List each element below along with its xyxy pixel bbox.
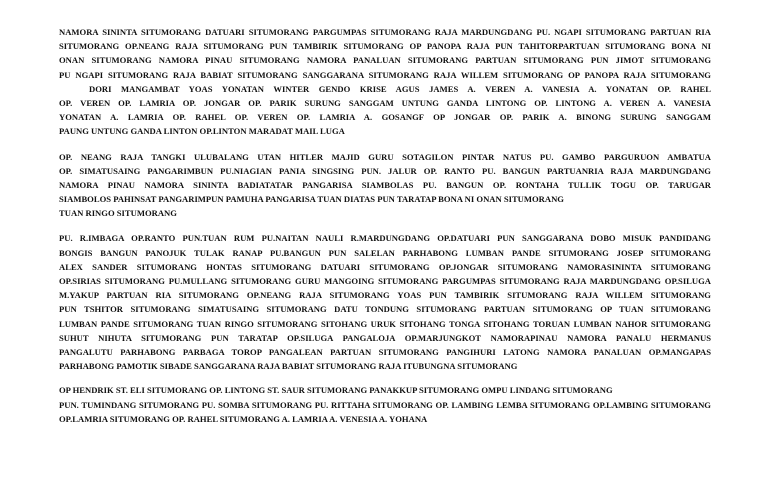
paragraph-2 — [59, 150, 711, 221]
paragraph-gap — [59, 139, 711, 150]
text-line: OP.SIRIAS SITUMORANG PU.MULLANG SITUMORANG GURU MANGOING SITUMORANG PARGUMPAS SITUMORANG RAJA MARDUNGDANG OP.SILUGA — [59, 276, 711, 286]
text-line: DORI MANGAMBAT YOAS YONATAN WINTER GENDO KRISE AGUS JAMES A. VEREN A. VANESIA A. YONATAN OP. RAHEL — [89, 83, 711, 94]
text-line: PAUNG UNTUNG GANDA LINTON OP.LINTON MARADAT MAIL LUGA — [59, 126, 345, 137]
text-line: PUN TSHITOR SITUMORANG SIMATUSAING SITUMORANG DATU TONDUNG SITUMORANG PARTUAN SITUMORANG OP TUAN SITUMORANG — [59, 304, 711, 315]
text-line: ALEX SANDER SITUMORANG HONTAS SITUMORANG DATUARI SITUMORANG OP.JONGAR SITUMORANG NAMORASININTA SITUMORANG — [59, 261, 711, 272]
text-line: TUAN RINGO SITUMORANG — [59, 208, 177, 219]
text-line: SUHUT NIHUTA SITUMORANG PUN TARATAP OP.SILUGA PANGALOJA OP.MARJUNGKOT NAMORAPINAU NAMORA PANALU HERMANUS — [59, 332, 711, 343]
text-line: PANGALUTU PARHABONG PARBAGA TOROP PANGALEAN PARTUAN SITUMORANG PANGIHURI LATONG NAMORA PANALUAN OP.MANGAPAS — [59, 346, 711, 357]
text-line: ONAN SITUMORANG NAMORA PINAU SITUMORANG NAMORA PANALUAN SITUMORANG PARTUAN SITUMORANG PUN JIMOT SITUMORANG — [59, 55, 711, 66]
text-line: OP. SIMATUSAING PANGARIMBUN PU.NIAGIAN PANIA SINGSING PUN. JALUR OP. RANTO PU. BANGUN PARTUANRIA RAJA MARDUNGDANG — [59, 165, 711, 176]
text-line: PU. R.IMBAGA OP.RANTO PUN.TUAN RUM PU.NAITAN NAULI R.MARDUNGDANG OP.DATUARI PUN SANGGARANA DOBO MISUK PANDIDANG — [59, 233, 711, 244]
text-line: OP HENDRIK ST. ELI SITUMORANG OP. LINTONG ST. SAUR SITUMORANG PANAKKUP SITUMORANG OMPU LINDANG SITUMORANG — [59, 385, 613, 396]
text-line: M.YAKUP PARTUAN RIA SITUMORANG OP.NEANG RAJA SITUMORANG YOAS PUN TAMBIRIK SITUMORANG RAJA WILLEM SITUMORANG — [59, 290, 711, 301]
paragraph-4 — [59, 383, 711, 426]
text-line: OP. NEANG RAJA TANGKI ULUBALANG UTAN HITLER MAJID GURU SOTAGILON PINTAR NATUS PU. GAMBO PARGURUON AMBATUA — [59, 151, 711, 162]
text-line: SIAMBOLOS PAHINSAT PANGARIMPUN PAMUHA PANGARISA TUAN DIATAS PUN TARATAP BONA NI ONAN SITUMORANG — [59, 194, 564, 205]
text-line: OP. VEREN OP. LAMRIA OP. JONGAR OP. PARIK SURUNG SANGGAM UNTUNG GANDA LINTONG OP. LINTONG A. VEREN A. VANESIA — [59, 97, 711, 108]
text-line: NAMORA PINAU NAMORA SININTA BADIATATAR PANGARISA SIAMBOLAS PU. BANGUN OP. RONTAHA TULLIK TOGU OP. TARUGAR — [59, 179, 711, 190]
text-line: OP.LAMRIA SITUMORANG OP. RAHEL SITUMORANG A. LAMRIA A. VENESIA A. YOHANA — [59, 413, 428, 424]
text-line: BONGIS BANGUN PANOJUK TULAK RANAP PU.BANGUN PUN SALELAN PARHABONG LUMBAN PANDE SITUMORANG JOSEP SITUMORANG — [59, 247, 711, 258]
text-line: LUMBAN PANDE SITUMORANG TUAN RINGO SITUMORANG SITOHANG URUK SITOHANG TONGA SITOHANG TORUAN LUMBAN NAHOR SITUMORANG — [59, 318, 711, 329]
paragraph-gap — [59, 220, 711, 231]
document-body — [59, 25, 711, 426]
text-line: PARHABONG PAMOTIK SIBADE SANGGARANA RAJA BABIAT SITUMORANG RAJA ITUBUNGNA SITUMORANG — [59, 361, 518, 372]
paragraph-3 — [59, 231, 711, 373]
text-line: SITUMORANG OP.NEANG RAJA SITUMORANG PUN TAMBIRIK SITUMORANG OP PANOPA RAJA PUN TAHITORPARTUAN SITUMORANG BONA NI — [59, 41, 711, 52]
paragraph-1 — [59, 25, 711, 139]
paragraph-gap — [59, 373, 711, 383]
text-line: YONATAN A. LAMRIA OP. RAHEL OP. VEREN OP. LAMRIA A. GOSANGF OP JONGAR OP. PARIK A. BINONG SURUNG SANGGAM — [59, 112, 711, 123]
text-line: PUN. TUMINDANG SITUMORANG PU. SOMBA SITUMORANG PU. RITTAHA SITUMORANG OP. LAMBING LEMBA SITUMORANG OP.LAMBING SITUMORANG — [59, 399, 711, 410]
text-line: PU NGAPI SITUMORANG RAJA BABIAT SITUMORANG SANGGARANA SITUMORANG RAJA WILLEM SITUMORANG OP PANOPA RAJA SITUMORANG — [59, 69, 711, 80]
text-line: NAMORA SININTA SITUMORANG DATUARI SITUMORANG PARGUMPAS SITUMORANG RAJA MARDUNGDANG PU. NGAPI SITUMORANG PARTUAN RIA — [59, 27, 711, 37]
